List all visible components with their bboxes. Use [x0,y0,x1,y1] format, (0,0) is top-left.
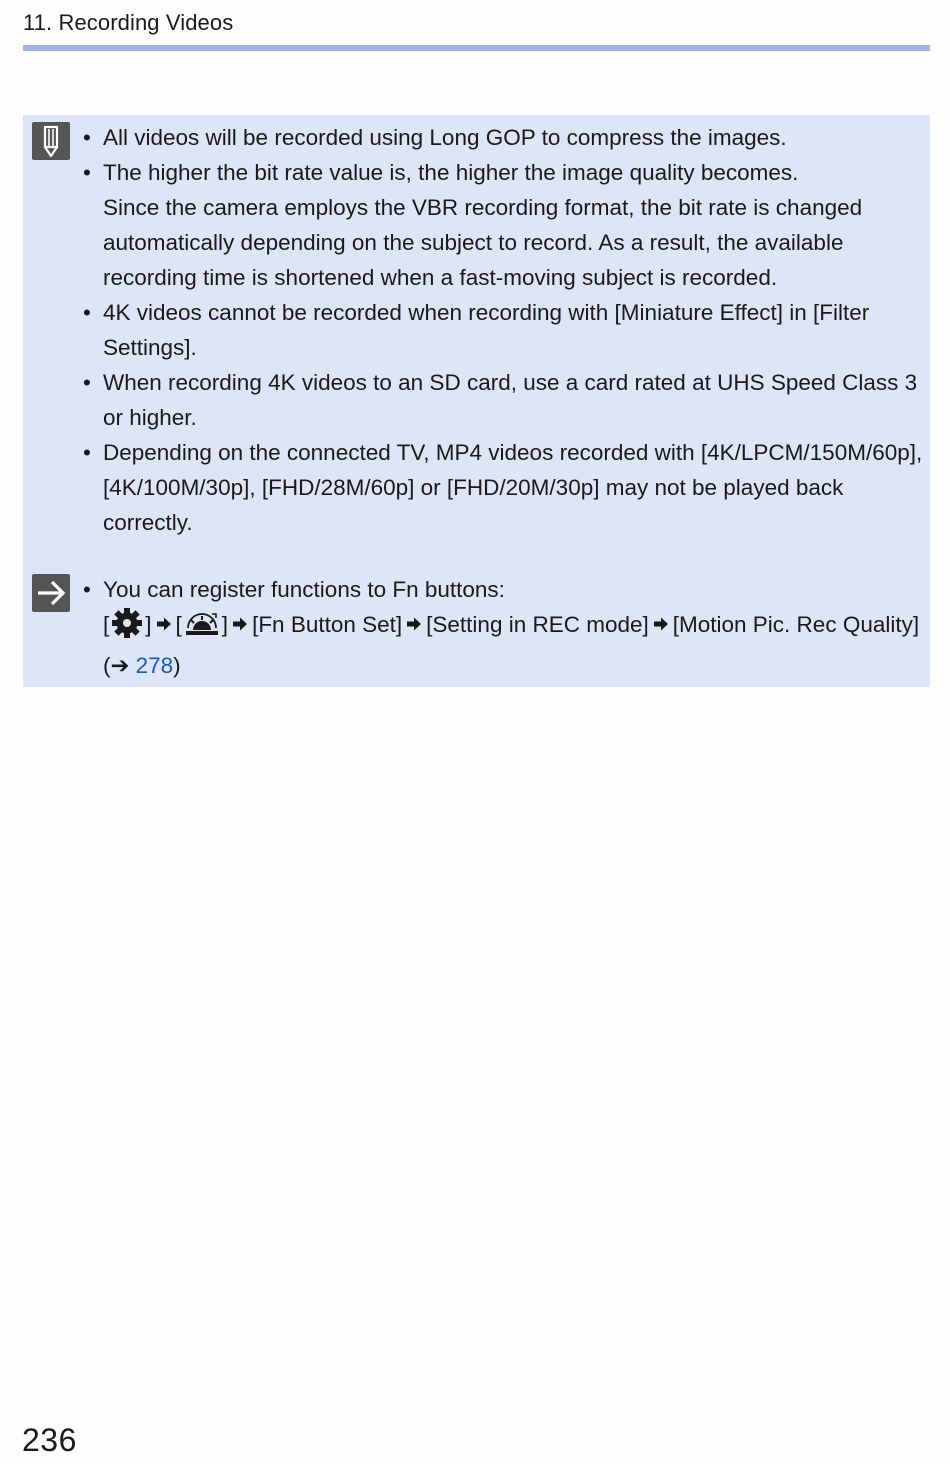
note-text: When recording 4K videos to an SD card, use a card rated at UHS Speed Class 3 or higher. [103,370,918,430]
step-arrow-icon [653,607,669,642]
note-text: 4K videos cannot be recorded when recording with [Miniature Effect] in [Filter Settings]. [103,300,870,360]
list-item [83,435,923,540]
chapter-title: 11. Recording Videos [23,10,234,35]
menu-item-motion-pic-rec-quality: [Motion Pic. Rec Quality] [672,612,920,637]
dial-icon [182,610,222,648]
list-item [83,572,923,683]
note-text: All videos will be recorded using Long GOP to compress the images. [103,125,787,150]
step-arrow-icon [232,607,248,642]
tips-list [83,572,923,683]
bullet: • [83,440,91,465]
bullet: • [83,577,91,602]
list-item [83,365,923,435]
paren: ) [173,653,181,678]
arrow-right-icon [32,574,70,612]
page-header [23,8,930,38]
bracket: ] [221,612,229,637]
menu-item-fn-button-set: [Fn Button Set] [252,612,403,637]
notes-list [83,120,923,540]
bracket: ] [145,612,152,637]
bullet: • [83,125,91,150]
step-arrow-icon [406,607,422,642]
bracket: [ [103,612,110,637]
list-item [83,120,923,155]
reference-arrow: ➔ [110,653,130,678]
list-item [83,295,923,365]
menu-path [103,607,923,683]
bracket: [ [175,612,182,637]
note-text: Depending on the connected TV, MP4 videos recorded with [4K/LPCM/150M/60p], [4K/100M/30p], [FHD/28M/60p] or [FHD/20M/30p] may not be played back correctly. [103,440,923,535]
bullet: • [83,370,91,395]
gear-icon [109,608,145,648]
paren: ( [103,653,111,678]
note-continuation: Since the camera employs the VBR recording format, the bit rate is changed automatically depending on the subject to record. As a result, the available recording time is shortened when a fast-moving subject is recorded. [103,195,863,290]
list-item [83,155,923,295]
bullet: • [83,160,91,185]
note-text: The higher the bit rate value is, the higher the image quality becomes. [103,160,799,185]
page-reference-link[interactable]: 278 [135,653,174,678]
menu-item-setting-in-rec-mode: [Setting in REC mode] [426,612,649,637]
tip-intro: You can register functions to Fn buttons: [103,577,505,602]
bullet: • [83,300,91,325]
notes-panel [23,115,930,687]
page-number: 236 [22,1422,77,1458]
header-divider [23,45,930,51]
memo-pencil-icon [32,122,70,160]
step-arrow-icon [156,607,172,642]
